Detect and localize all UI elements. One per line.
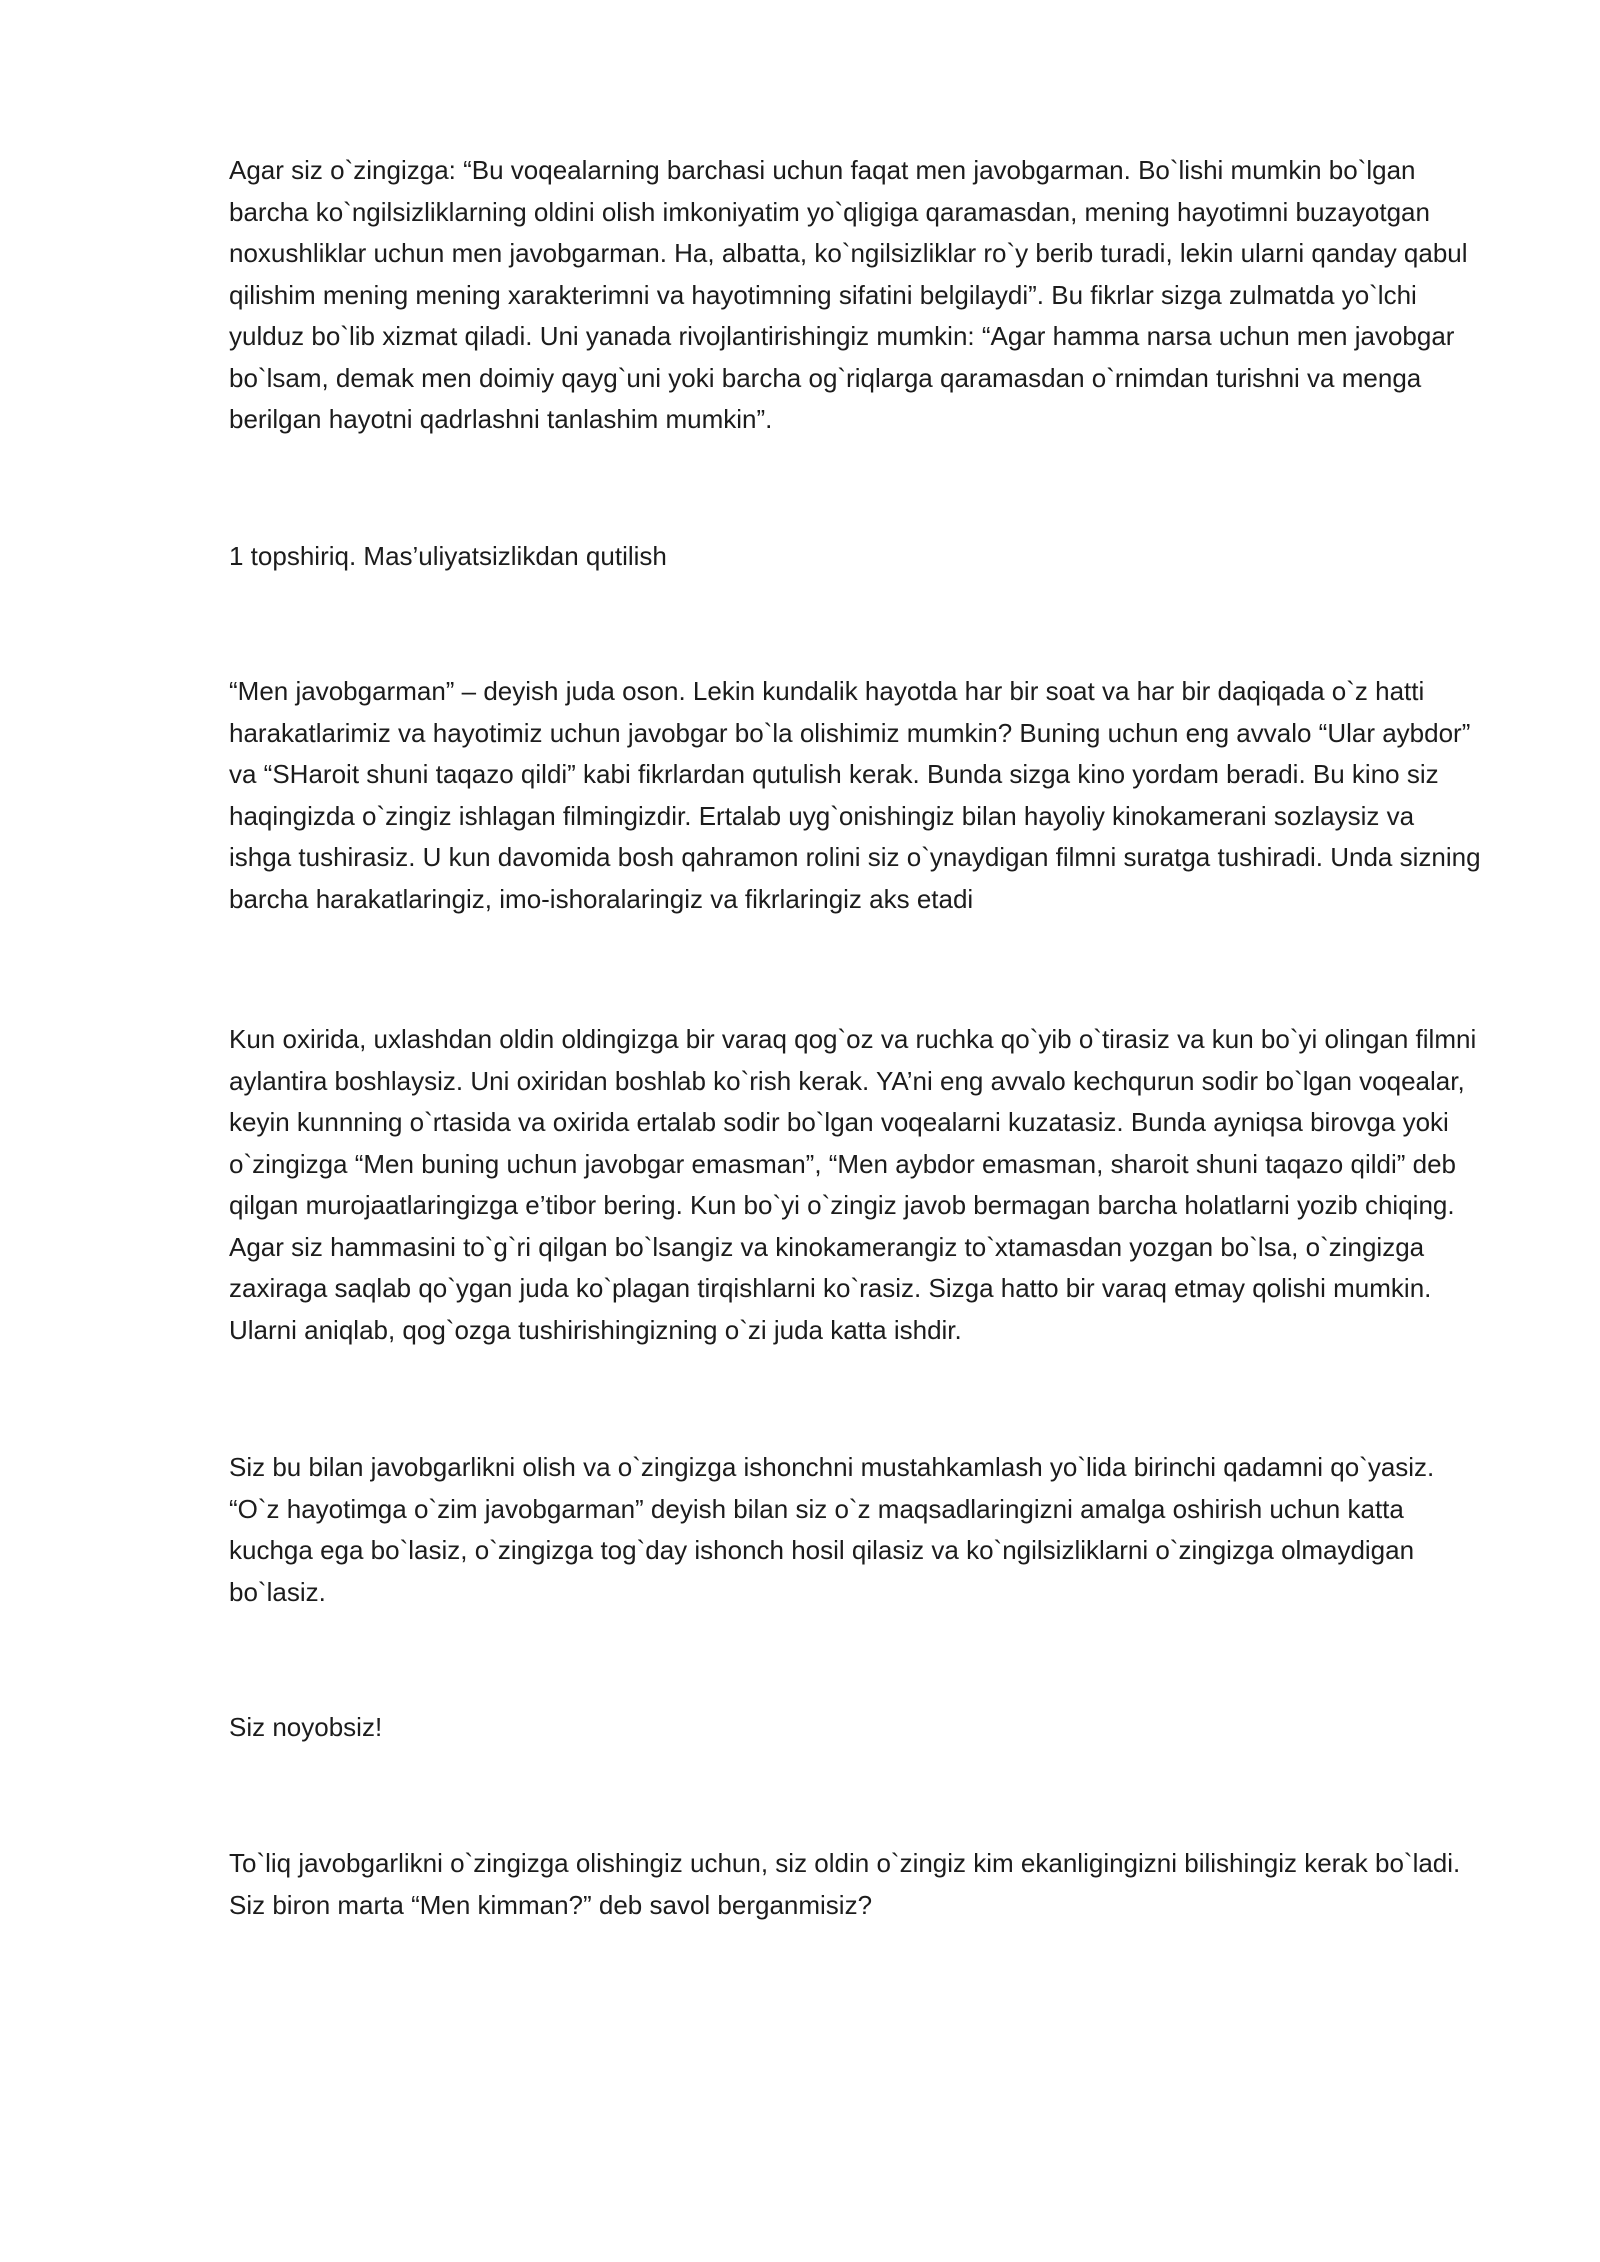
task-heading: 1 topshiriq. Mas’uliyatsizlikdan qutilish [229,541,667,571]
paragraph-intro: Agar siz o`zingizga: “Bu voqealarning barchasi uchun faqat men javobgarman. Bo`lishi mumkin bo`lgan barcha ko`ngilsizliklarning oldini olish imkoniyatim yo`qligiga qaramasdan, mening hayotimni buzayotgan noxushliklar uchun men javobgarman. Ha, albatta, ko`ngilsizliklar ro`y berib turadi, lekin ularni qanday qabul qilishim mening mening xarakterimni va hayotimning sifatini belgilaydi”. Bu fikrlar sizga zulmatda yo`lchi yulduz bo`lib xizmat qiladi. Uni yanada rivojlantirishingiz mumkin: “Agar hamma narsa uchun men javobgar bo`lsam, demak men doimiy qayg`uni yoki barcha og`riqlarga qaramasdan o`rnimdan turishni va menga berilgan hayotni qadrlashni tanlashim mumkin”. [229,155,1468,434]
paragraph-unique: Siz noyobsiz! [229,1712,383,1742]
paragraph-who-am-i: To`liq javobgarlikni o`zingizga olishingiz uchun, siz oldin o`zingiz kim ekanligingizni bilishingiz kerak bo`ladi. Siz biron marta “Men kimman?” deb savol berganmisiz? [229,1848,1461,1920]
paragraph-first-step: Siz bu bilan javobgarlikni olish va o`zingizga ishonchni mustahkamlash yo`lida birinchi qadamni qo`yasiz. “O`z hayotimga o`zim javobgarman” deyish bilan siz o`z maqsadlaringizni amalga oshirish uchun katta kuchga ega bo`lasiz, o`zingizga tog`day ishonch hosil qilasiz va ko`ngilsizliklarni o`zingizga olmaydigan bo`lasiz. [229,1452,1435,1607]
paragraph-evening-review: Kun oxirida, uxlashdan oldin oldingizga bir varaq qog`oz va ruchka qo`yib o`tirasiz va kun bo`yi olingan filmni aylantira boshlaysiz. Uni oxiridan boshlab ko`rish kerak. YA’ni eng avvalo kechqurun sodir bo`lgan voqealar, keyin kunnning o`rtasida va oxirida ertalab sodir bo`lgan voqealarni kuzatasiz. Bunda ayniqsa birovga yoki o`zingizga “Men buning uchun javobgar emasman”, “Men aybdor emasman, sharoit shuni taqazo qildi” deb qilgan murojaatlaringizga e’tibor bering. Kun bo`yi o`zingiz javob bermagan barcha holatlarni yozib chiqing. Agar siz hammasini to`g`ri qilgan bo`lsangiz va kinokamerangiz to`xtamasdan yozgan bo`lsa, o`zingizga zaxiraga saqlab qo`ygan juda ko`plagan tirqishlarni ko`rasiz. Sizga hatto bir varaq etmay qolishi mumkin. Ularni aniqlab, qog`ozga tushirishingizning o`zi juda katta ishdir. [229,1024,1477,1345]
paragraph-film: “Men javobgarman” – deyish juda oson. Lekin kundalik hayotda har bir soat va har bir daqiqada o`z hatti harakatlarimiz va hayotimiz uchun javobgar bo`la olishimiz mumkin? Buning uchun eng avvalo “Ular aybdor” va “SHaroit shuni taqazo qildi” kabi fikrlardan qutulish kerak. Bunda sizga kino yordam beradi. Bu kino siz haqingizda o`zingiz ishlagan filmingizdir. Ertalab uyg`onishingiz bilan hayoliy kinokamerani sozlaysiz va ishga tushirasiz. U kun davomida bosh qahramon rolini siz o`ynaydigan filmni suratga tushiradi. Unda sizning barcha harakatlaringiz, imo-ishoralaringiz va fikrlaringiz aks etadi [229,676,1481,914]
